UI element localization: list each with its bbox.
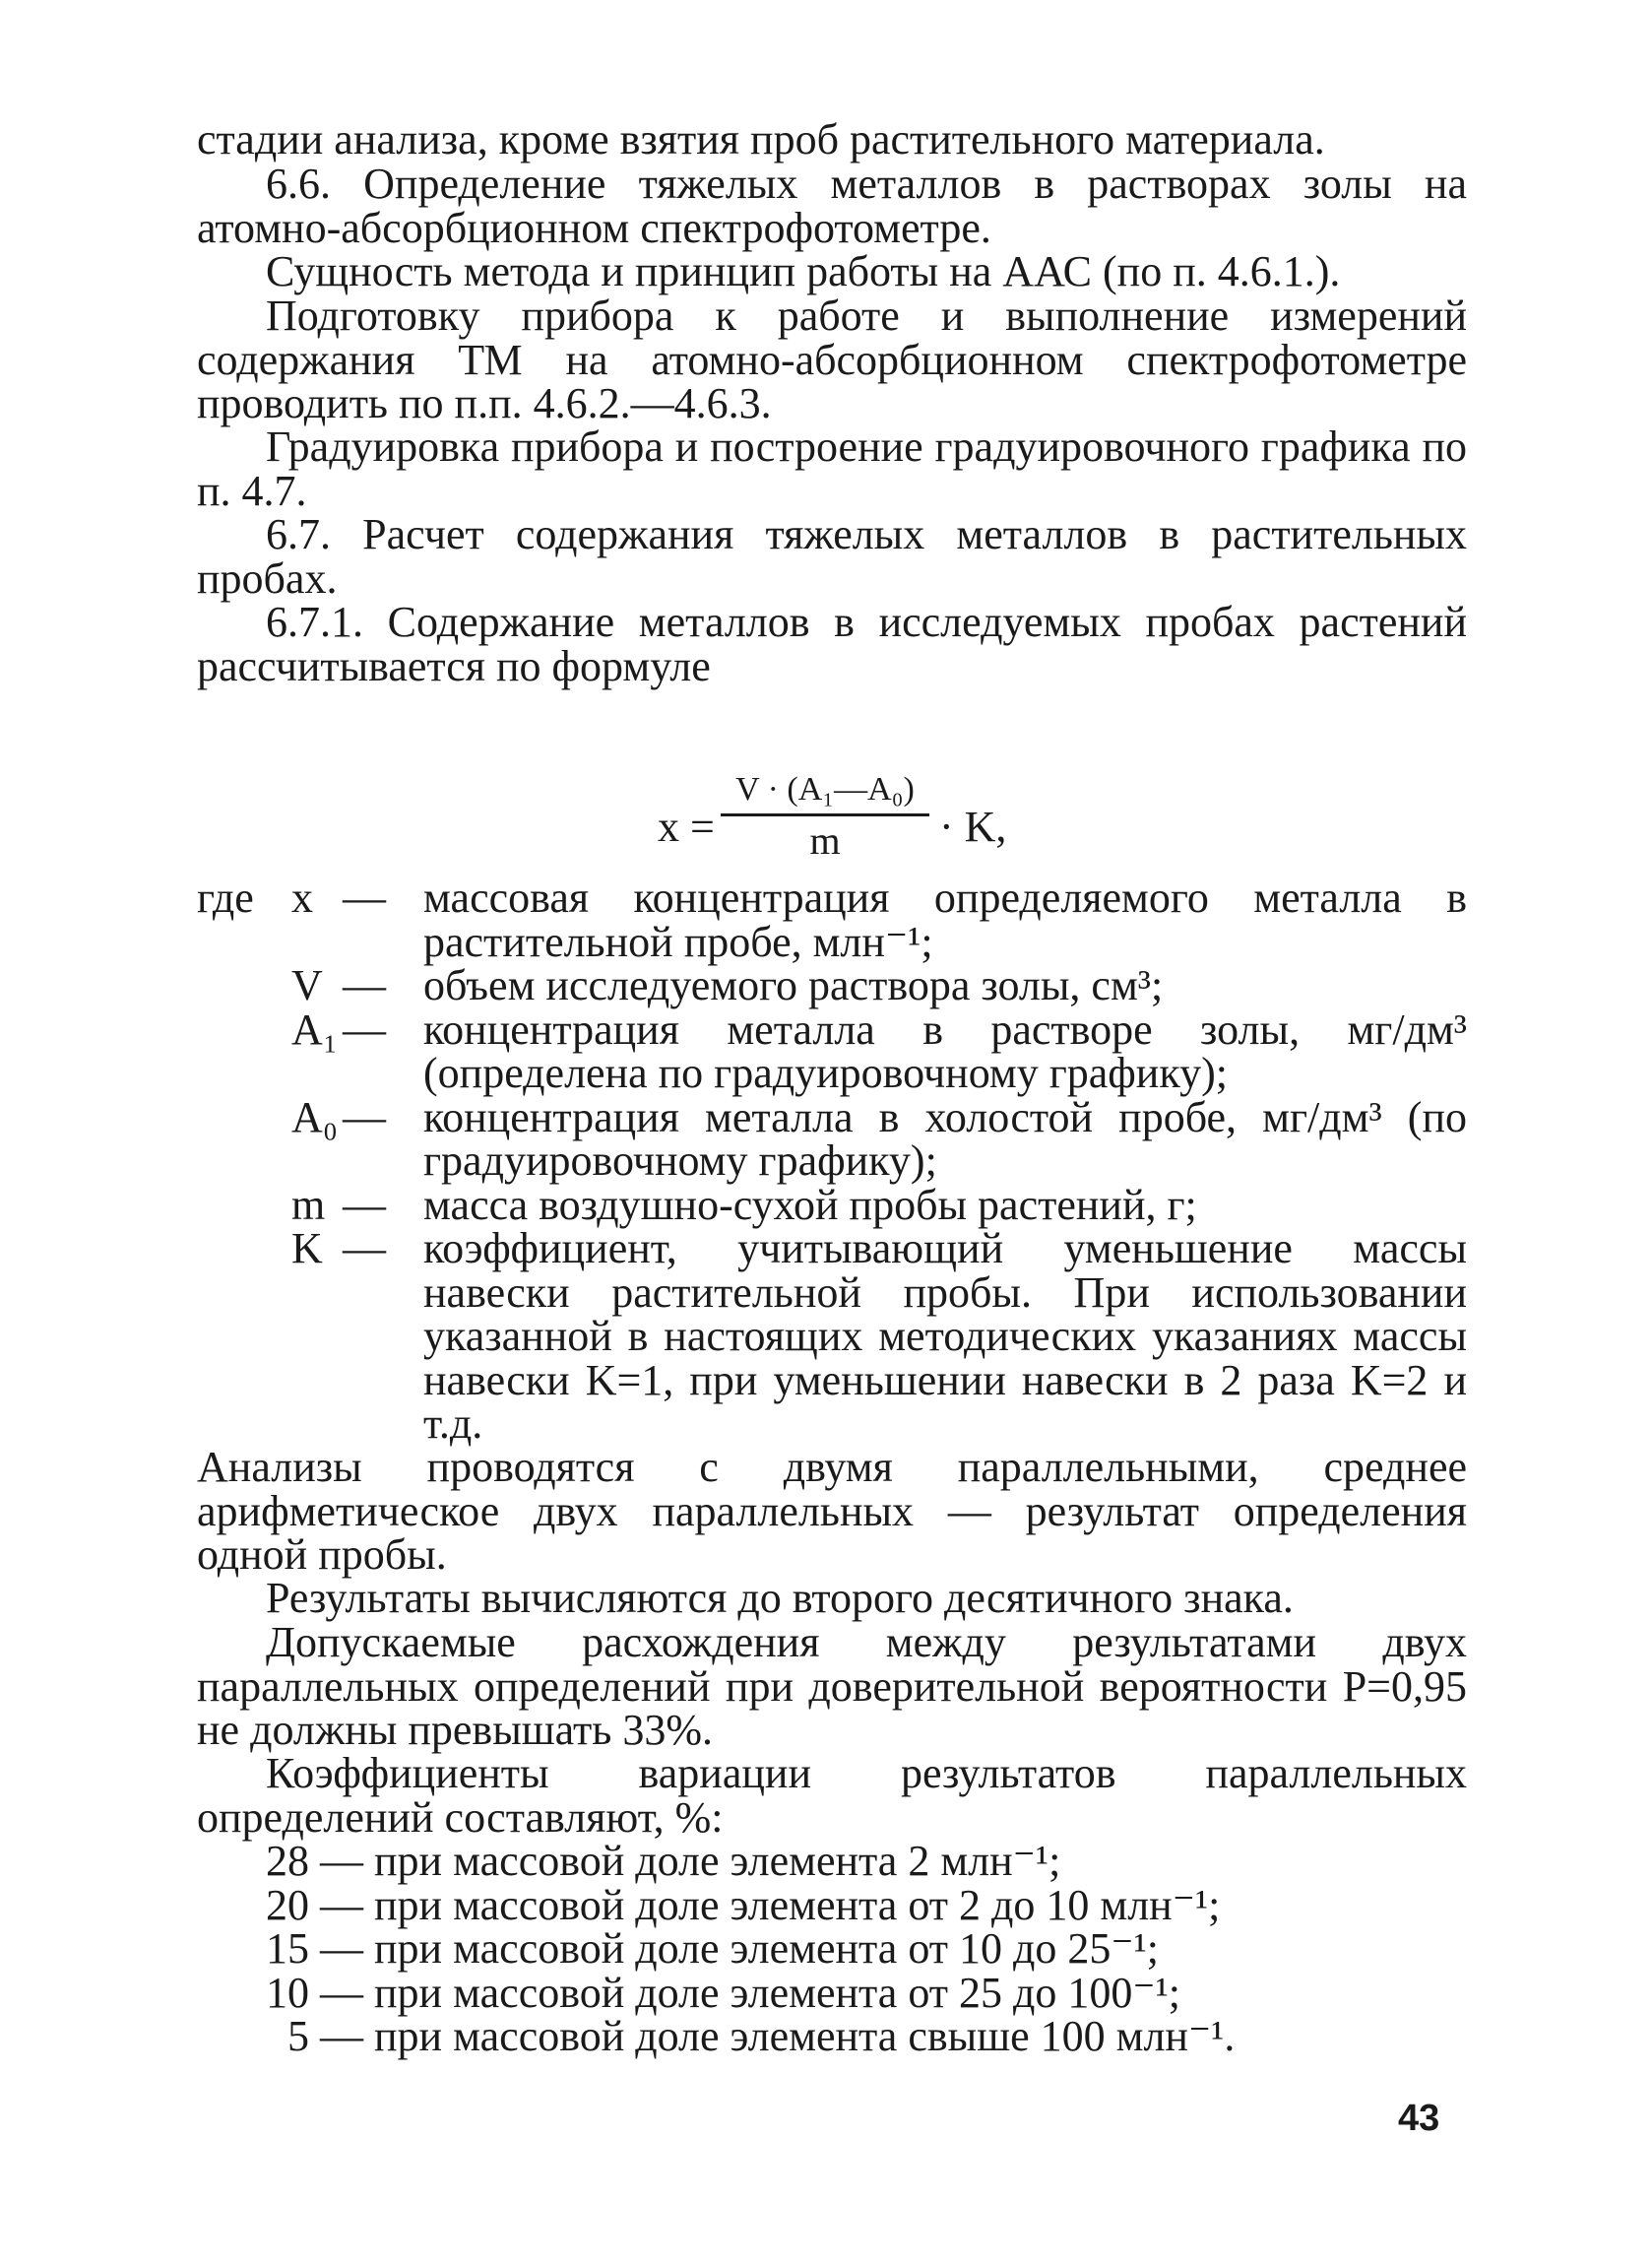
formula	[658, 766, 1071, 875]
coefficient-item: 10 — при массовой доле элемента от 25 до 100⁻¹;	[266, 1968, 1181, 2017]
formula-numerator: V · (A₁—A₀)	[735, 771, 915, 808]
definition-text: объем исследуемого раствора золы, см³;	[423, 961, 1164, 1009]
coefficient-item: 28 — при массовой доле элемента 2 млн⁻¹;	[266, 1837, 1061, 1885]
definition-dash: —	[343, 1224, 386, 1272]
paragraph-variation: Коэффициенты вариации результатов параллельных определений составляют, %:	[197, 1749, 1467, 1842]
formula-denominator: m	[809, 818, 841, 863]
definition-item	[197, 1004, 1467, 1097]
definition-symbol: A₀	[291, 1092, 339, 1141]
definition-text: масса воздушно-сухой пробы растений, г;	[423, 1180, 1197, 1229]
coefficient-item: 5 — при массовой доле элемента свыше 100 млн⁻¹.	[287, 2012, 1236, 2060]
fraction-bar	[721, 813, 929, 816]
definition-item	[197, 1092, 1467, 1185]
definition-symbol: m	[291, 1180, 326, 1229]
definition-text: концентрация металла в холостой пробе, мг/дм³ (по градуировочному графику);	[423, 1092, 1467, 1185]
paragraph-analyses: Анализы проводятся с двумя параллельными, среднее арифметическое двух параллельных — результат определения одной пробы.	[197, 1443, 1467, 1579]
definition-text: концентрация металла в растворе золы, мг/дм³ (определена по градуировочному графику);	[423, 1004, 1467, 1097]
section-6-7-1-paragraph: 6.7.1. Содержание металлов в исследуемых пробах растений рассчитывается по формуле	[197, 598, 1467, 690]
definition-item	[197, 876, 1467, 964]
page-number: 43	[1398, 2098, 1440, 2139]
paragraph-method-essence: Сущность метода и принцип работы на ААС (по п. 4.6.1.).	[266, 247, 1341, 295]
definitions-list	[197, 876, 1467, 1447]
coefficient-item: 20 — при массовой доле элемента от 2 до 10 млн⁻¹;	[266, 1880, 1221, 1929]
definition-text: коэффициент, учитывающий уменьшение массы навески растительной пробы. При использовании указанной в настоящих методических указаниях массы навески K=1, при уменьшении навески в 2 раза K=2 и т.д.	[423, 1224, 1467, 1448]
paragraph-discrepancies: Допускаемые расхождения между результатами двух параллельных определений при доверительной вероятности P=0,95 не должны превышать 33%.	[197, 1618, 1467, 1754]
definition-text: массовая концентрация определяемого металла в растительной пробе, млн⁻¹;	[423, 874, 1467, 966]
definition-dash: —	[343, 961, 386, 1009]
formula-lhs: x =	[658, 803, 715, 851]
definition-dash: —	[343, 874, 386, 922]
paragraph-preparation: Подготовку прибора к работе и выполнение измерений содержания ТМ на атомно-абсорбционном спектрофотометре проводить по п.п. 4.6.2.—4.6.3.	[197, 292, 1467, 427]
definition-item	[197, 1224, 1467, 1448]
formula-rhs: · K,	[939, 803, 1007, 851]
section-6-7-heading: 6.7. Расчет содержания тяжелых металлов в растительных пробах.	[197, 510, 1467, 603]
definition-symbol: V	[291, 961, 323, 1009]
paragraph-continuation: стадии анализа, кроме взятия проб растительного материала.	[197, 115, 1325, 163]
definition-item	[197, 961, 1467, 1009]
definition-symbol: x	[291, 874, 313, 922]
definition-item	[197, 1180, 1467, 1229]
definition-symbol: K	[291, 1224, 323, 1272]
definition-dash: —	[343, 1092, 386, 1141]
paragraph-results: Результаты вычисляются до второго десятичного знака.	[266, 1574, 1294, 1622]
definitions-lead: где	[197, 874, 254, 922]
definition-dash: —	[343, 1004, 386, 1054]
definition-symbol: A₁	[291, 1004, 339, 1054]
formula-fraction	[721, 768, 929, 862]
paragraph-calibration: Градуировка прибора и построение градуировочного графика по п. 4.7.	[197, 422, 1467, 515]
definition-dash: —	[343, 1180, 386, 1229]
section-6-6-heading: 6.6. Определение тяжелых металлов в растворах золы на атомно-абсорбционном спектрофотометре.	[197, 160, 1467, 252]
coefficients-list	[266, 1837, 1236, 2060]
coefficient-item: 15 — при массовой доле элемента от 10 до 25⁻¹;	[266, 1924, 1160, 1973]
